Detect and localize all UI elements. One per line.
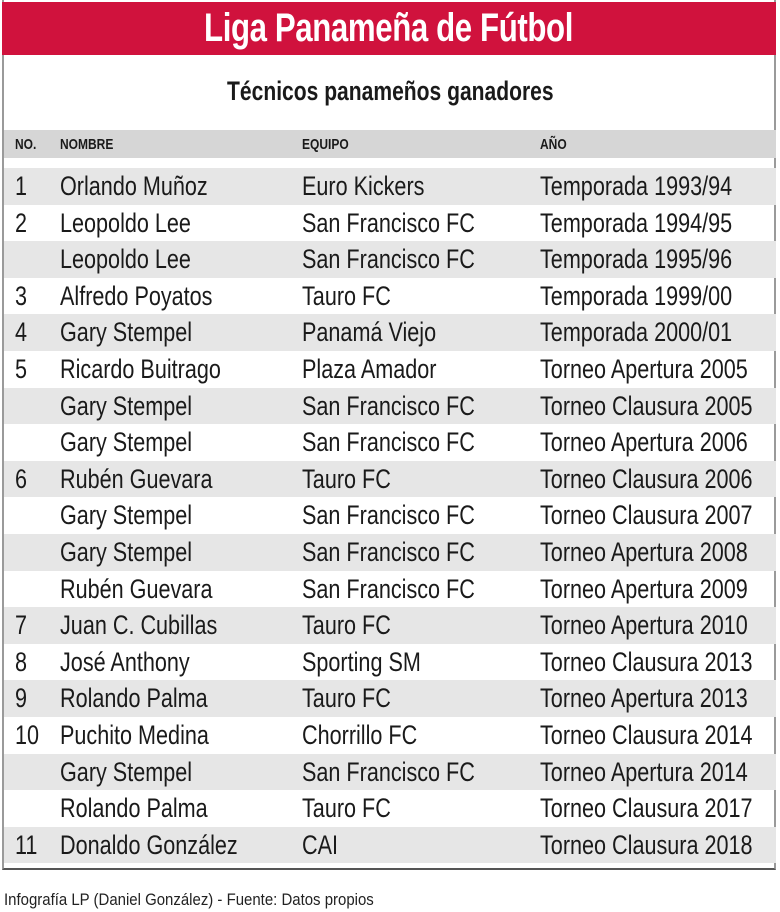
coach-name: Alfredo Poyatos [60, 280, 213, 311]
coach-name: Leopoldo Lee [60, 244, 191, 275]
coach-name: Gary Stempel [60, 317, 193, 348]
header-no: NO. [15, 136, 37, 153]
team-name: San Francisco FC [302, 573, 475, 604]
row-number: 9 [15, 683, 28, 714]
page-title: Liga Panameña de Fútbol [204, 6, 574, 50]
season: Torneo Clausura 2007 [540, 500, 753, 531]
season: Torneo Apertura 2005 [540, 353, 748, 384]
coach-name: Rubén Guevara [60, 463, 213, 494]
row-number: 5 [15, 353, 28, 384]
table-row [4, 680, 776, 717]
season: Temporada 2000/01 [540, 317, 733, 348]
row-number: 10 [15, 719, 40, 750]
season: Torneo Apertura 2010 [540, 610, 748, 641]
table-row [4, 424, 776, 461]
team-name: Tauro FC [302, 683, 391, 714]
season: Torneo Clausura 2013 [540, 646, 753, 677]
row-number: 11 [15, 829, 38, 860]
header-nombre: NOMBRE [60, 136, 114, 153]
row-number: 2 [15, 207, 28, 238]
coach-name: Gary Stempel [60, 536, 193, 567]
team-name: Chorrillo FC [302, 719, 418, 750]
team-name: Tauro FC [302, 463, 391, 494]
coach-name: Rubén Guevara [60, 573, 213, 604]
header-equipo: EQUIPO [302, 136, 349, 153]
team-name: San Francisco FC [302, 756, 475, 787]
season: Torneo Clausura 2006 [540, 463, 753, 494]
row-number: 6 [15, 463, 28, 494]
team-name: San Francisco FC [302, 244, 475, 275]
table-row [4, 754, 776, 791]
table-row [4, 644, 776, 681]
coach-name: Juan C. Cubillas [60, 610, 218, 641]
team-name: San Francisco FC [302, 207, 475, 238]
team-name: Sporting SM [302, 646, 421, 677]
season: Temporada 1994/95 [540, 207, 733, 238]
season: Torneo Clausura 2018 [540, 829, 753, 860]
season: Torneo Apertura 2013 [540, 683, 748, 714]
table-row [4, 461, 776, 498]
season: Torneo Apertura 2009 [540, 573, 748, 604]
coach-name: Gary Stempel [60, 756, 193, 787]
table-row [4, 497, 776, 534]
coach-name: Leopoldo Lee [60, 207, 191, 238]
row-number: 4 [15, 317, 28, 348]
team-name: Plaza Amador [302, 353, 437, 384]
coach-name: Ricardo Buitrago [60, 353, 221, 384]
header-ano: AÑO [540, 136, 567, 153]
coach-name: Gary Stempel [60, 390, 193, 421]
season: Torneo Clausura 2005 [540, 390, 753, 421]
season: Torneo Apertura 2006 [540, 427, 748, 458]
team-name: San Francisco FC [302, 427, 475, 458]
table-row [4, 790, 776, 827]
subtitle-text: Técnicos panameños ganadores [226, 76, 554, 106]
team-name: Tauro FC [302, 280, 391, 311]
table-row [4, 534, 776, 571]
season: Torneo Clausura 2017 [540, 793, 753, 824]
season: Temporada 1993/94 [540, 171, 733, 201]
team-name: CAI [302, 829, 339, 860]
table-row [4, 205, 776, 242]
team-name: Euro Kickers [302, 171, 425, 201]
table-row [4, 571, 776, 608]
row-number: 1 [15, 171, 28, 201]
title-bar [2, 2, 776, 55]
footer-credit [4, 890, 424, 910]
team-name: Panamá Viejo [302, 317, 437, 348]
team-name: San Francisco FC [302, 536, 475, 567]
table-row [4, 388, 776, 425]
team-name: Tauro FC [302, 793, 391, 824]
subtitle [0, 76, 780, 107]
season: Temporada 1995/96 [540, 244, 733, 275]
season: Temporada 1999/00 [540, 280, 733, 311]
table-header [4, 130, 776, 158]
table-row [4, 351, 776, 388]
table-row [4, 607, 776, 644]
coach-name: Donaldo González [60, 829, 238, 860]
row-number: 3 [15, 280, 28, 311]
row-number: 7 [15, 610, 28, 641]
season: Torneo Apertura 2014 [540, 756, 748, 787]
coach-name: Rolando Palma [60, 683, 208, 714]
table-body [4, 168, 776, 863]
coach-name: José Anthony [60, 646, 190, 677]
table-row [4, 717, 776, 754]
footer-text: Infografía LP (Daniel González) - Fuente: Datos propios [4, 890, 374, 909]
team-name: Tauro FC [302, 610, 391, 641]
table-row [4, 827, 776, 864]
coach-name: Orlando Muñoz [60, 171, 208, 201]
table-row [4, 314, 776, 351]
table-row [4, 241, 776, 278]
table-row [4, 278, 776, 315]
team-name: San Francisco FC [302, 390, 475, 421]
coach-name: Gary Stempel [60, 500, 193, 531]
team-name: San Francisco FC [302, 500, 475, 531]
row-number: 8 [15, 646, 28, 677]
coach-name: Gary Stempel [60, 427, 193, 458]
season: Torneo Clausura 2014 [540, 719, 753, 750]
season: Torneo Apertura 2008 [540, 536, 748, 567]
table-row [4, 168, 776, 205]
coach-name: Rolando Palma [60, 793, 208, 824]
coach-name: Puchito Medina [60, 719, 209, 750]
